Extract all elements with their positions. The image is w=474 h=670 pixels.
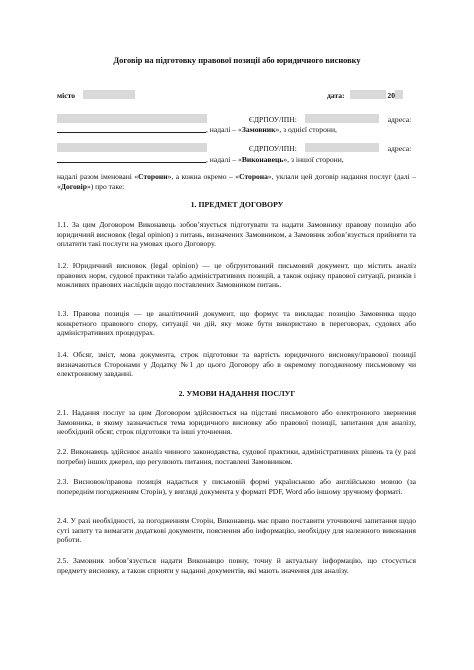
date-line xyxy=(327,90,403,100)
date-field[interactable] xyxy=(350,90,386,99)
preamble: надалі разом іменовані «Сторони», а кожна окремо – «Сторона», уклали цей договір надання послуг (далі – «Договір») про таке: xyxy=(57,172,417,191)
party1-line1 xyxy=(57,114,411,124)
place-field[interactable] xyxy=(83,90,135,99)
year-field[interactable] xyxy=(395,90,403,99)
clause-2-5: 2.5. Замовник зобов’язується надати Виконавцю повну, точну й актуальну інформацію, що стосується предмету висновку, а також сприяти у наданні документів, які мають значення для аналізу. xyxy=(57,556,416,575)
clause-1-2: 1.2. Юридичний висновок (legal opinion) — це обґрунтований письмовий документ, що містить аналіз правових норм, судової практики та/або адміністративних позицій, а також оцінку правової ситуації, ризиків і можливих правових наслідків щодо поставлених Замовником питань. xyxy=(57,261,416,289)
party1-role: Замовник xyxy=(241,125,276,134)
party1-address-label: адреса: xyxy=(387,115,412,124)
document-title: Договір на підготовку правової позиції або юридичного висновку xyxy=(113,56,361,65)
party2-line1 xyxy=(57,143,411,153)
clause-2-2: 2.2. Виконавець здійснює аналіз чинного законодавства, судової практики, адміністративних рішень та (у разі потреби) інших джерел, що регулюють питання, поставлені Замовником. xyxy=(57,447,416,466)
section1-heading: 1. ПРЕДМЕТ ДОГОВОРУ xyxy=(190,200,284,209)
clause-1-3: 1.3. Правова позиція — це аналітичний документ, що формує та викладає позицію Замовника щодо конкретного правового спору, ситуації чи дій, яку може бути використано в переговорах, судових або адміністративних процедурах. xyxy=(57,309,416,337)
party2-line2: , надалі – «Виконавець», з іншої сторони, xyxy=(57,154,344,164)
party2-name-field[interactable] xyxy=(57,143,207,152)
party1-line2: , надалі – «Замовник», з однієї сторони, xyxy=(57,124,337,134)
clause-1-1: 1.1. За цим Договором Виконавець зобов’язується підготувати та надати Замовнику правову позицію або юридичний висновок (legal opinion) з питань, визначених Замовником, а Замовник зобов’язується прийняти та оплатити такі послуги на умовах цього Договору. xyxy=(57,220,416,248)
date-label: дата: xyxy=(327,91,345,100)
party2-address-field[interactable] xyxy=(57,154,206,163)
clause-1-4: 1.4. Обсяг, зміст, мова документа, строк підготовки та вартість юридичного висновку/правової позиції визначаються Сторонами у Додатку №1 до цього Договору або в окремому погодженому письмовому чи електронному завданні. xyxy=(57,350,416,378)
clause-2-1: 2.1. Надання послуг за цим Договором здійснюється на підставі письмового або електронного звернення Замовника, в якому зазначається тема юридичного висновку або правової позиції, запитання для аналізу, необхідний обсяг, строк підготовки та інші уточнення. xyxy=(57,408,416,436)
clause-2-4: 2.4. У разі необхідності, за погодженням Сторін, Виконавець має право поставити уточнюючі запитання щодо суті запиту та вимагати додаткові документи, пояснення або інформацію, необхідну для належного виконання роботи. xyxy=(57,516,416,544)
party2-code-label: ЄДРПОУ/ІПН: xyxy=(248,144,297,153)
place-label: місто xyxy=(57,91,76,100)
place-line xyxy=(57,90,135,100)
party1-code-label: ЄДРПОУ/ІПН: xyxy=(248,115,297,124)
party1-code-field[interactable] xyxy=(305,114,379,123)
clause-2-3: 2.3. Висновок/правова позиція надається у письмовій формі українською або англійською мовою (за попереднім погодженням Сторін), у вигляді документа у форматі PDF, Word або іншому зручному форматі. xyxy=(57,477,416,496)
party2-code-field[interactable] xyxy=(305,143,379,152)
section2-heading: 2. УМОВИ НАДАННЯ ПОСЛУГ xyxy=(178,389,296,398)
party1-address-field[interactable] xyxy=(57,124,206,133)
party1-name-field[interactable] xyxy=(57,114,207,123)
party2-address-label: адреса: xyxy=(387,144,412,153)
party2-role: Виконавець xyxy=(241,155,284,164)
year-prefix: 20 xyxy=(387,91,395,100)
